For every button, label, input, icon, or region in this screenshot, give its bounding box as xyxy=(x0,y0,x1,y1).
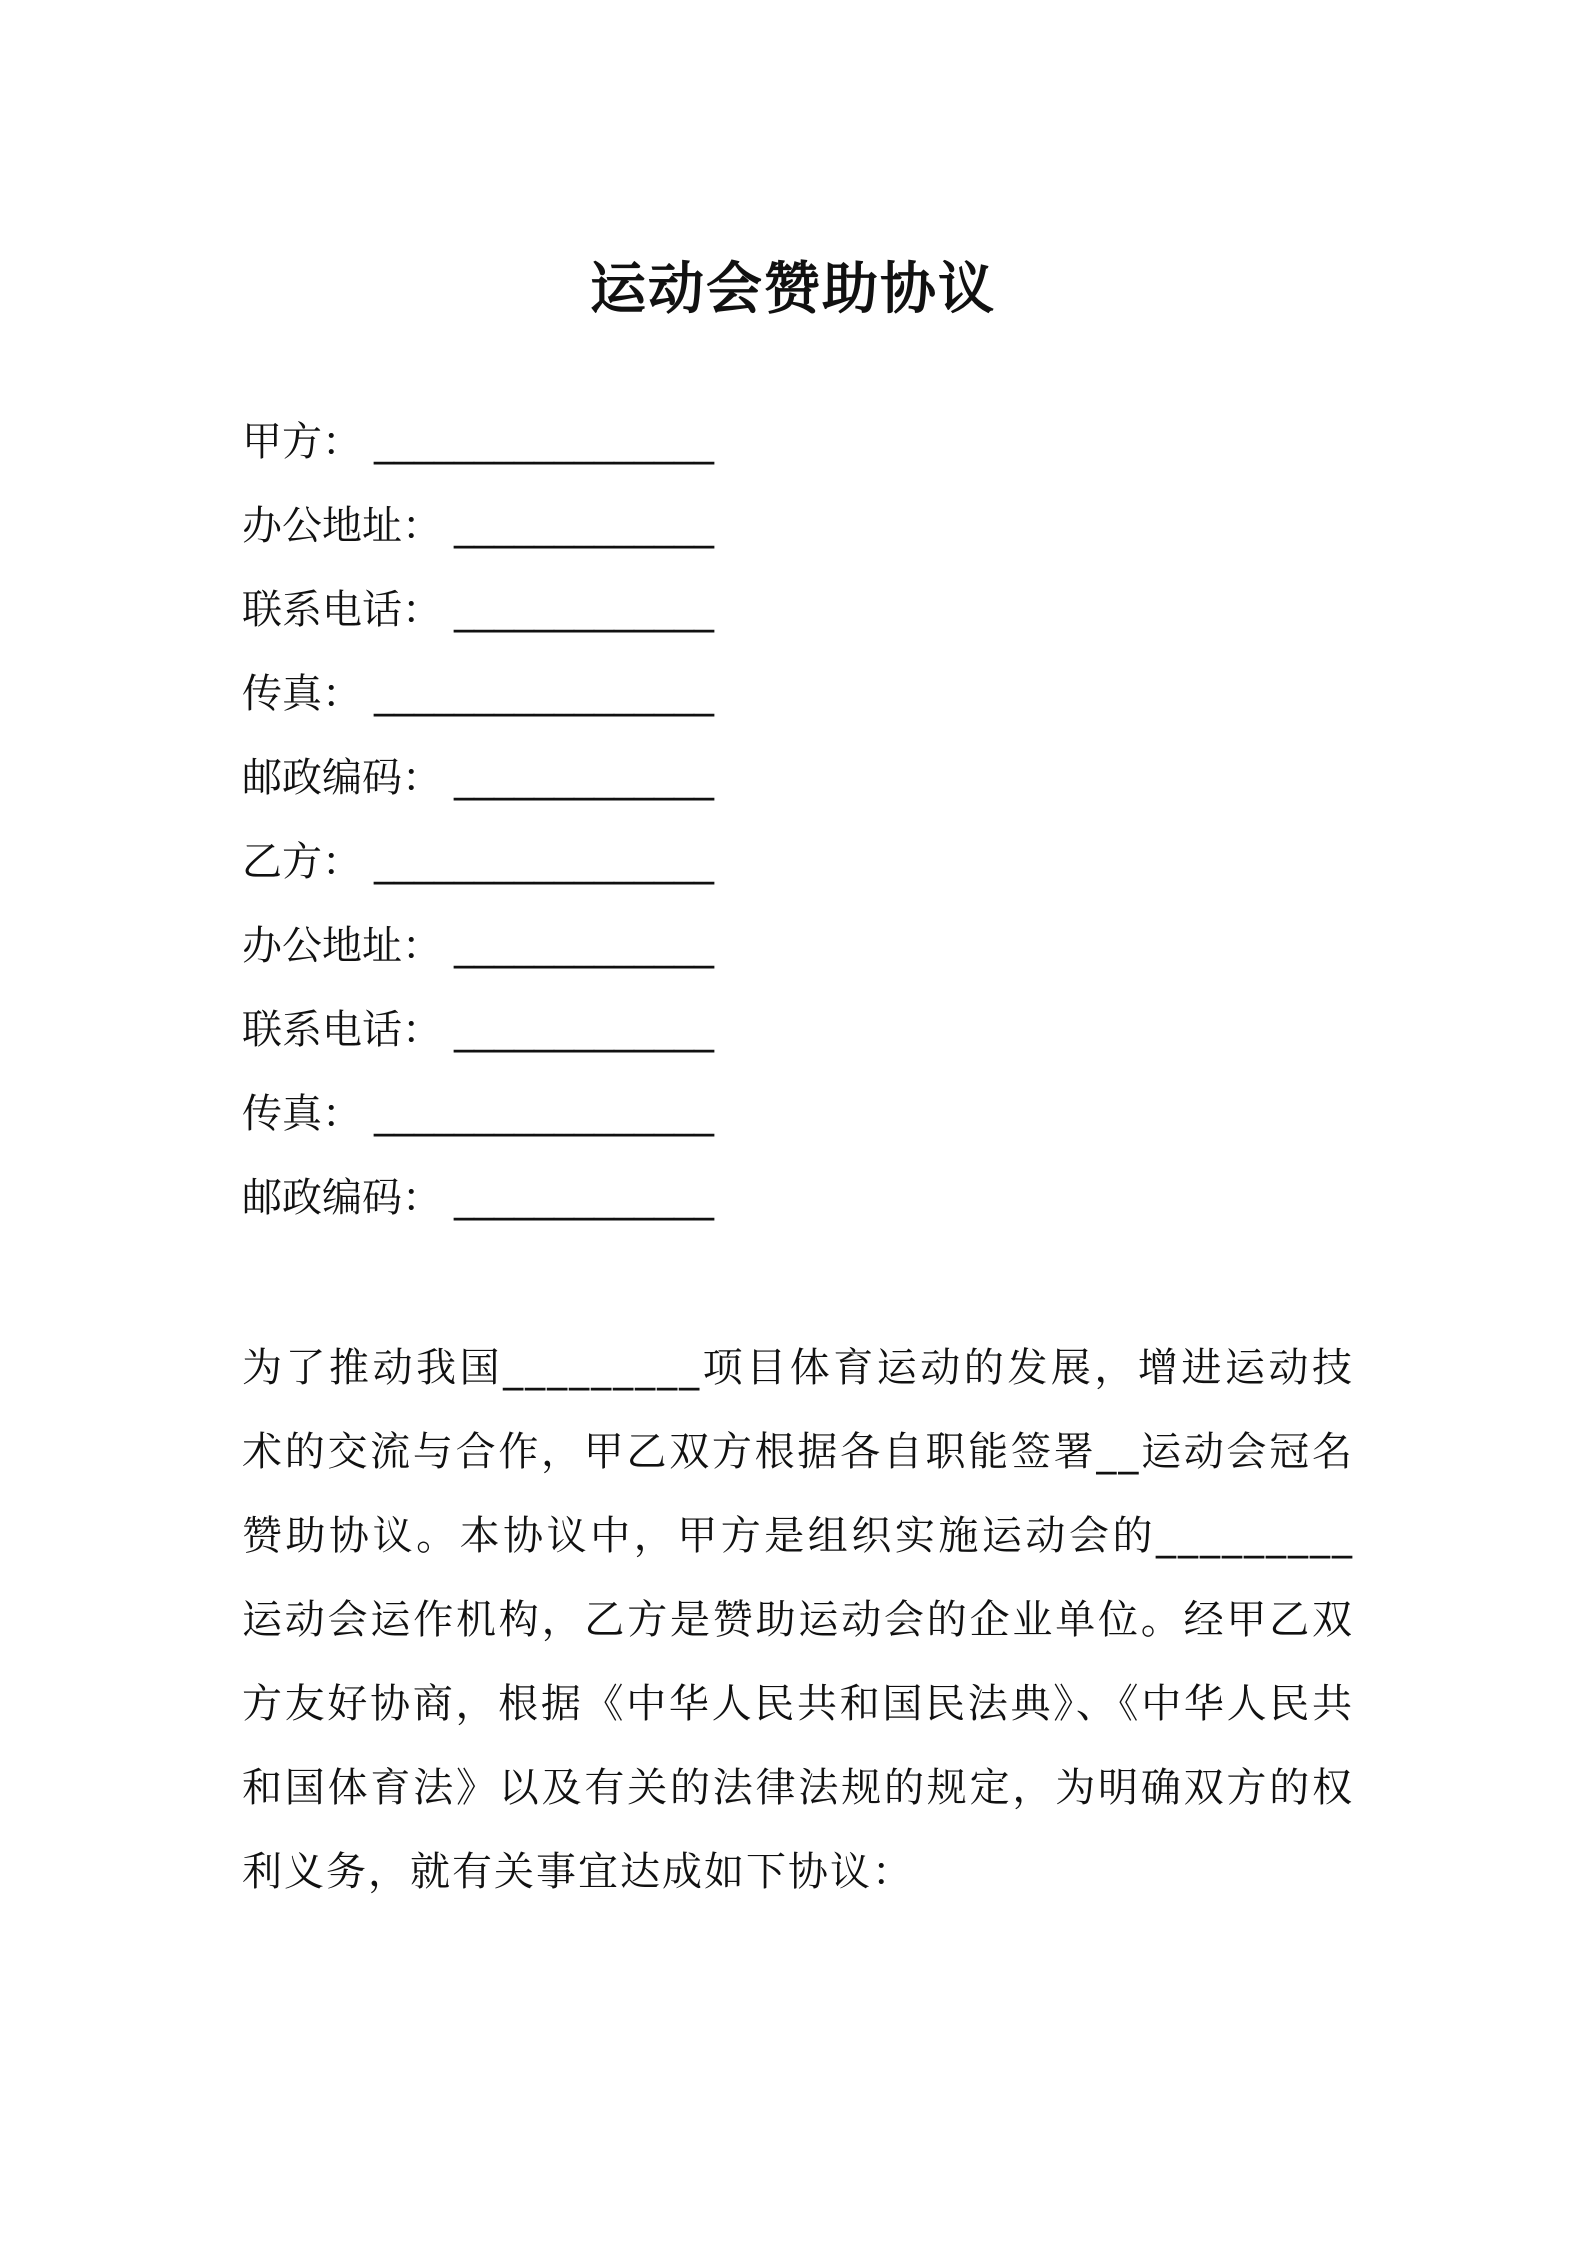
field-label: 邮政编码： xyxy=(242,755,442,801)
party-a-postcode-field xyxy=(242,746,714,830)
party-b-fax-field xyxy=(242,1082,714,1166)
field-label: 甲方： xyxy=(242,419,362,465)
field-label: 联系电话： xyxy=(242,587,442,633)
party-b-postcode-field xyxy=(242,1166,714,1250)
intro-paragraph: 为了推动我国_________项目体育运动的发展，增进运动技术的交流与合作，甲乙双方根据各自职能签署__运动会冠名赞助协议。本协议中，甲方是组织实施运动会的_________运动会运作机构，乙方是赞助运动会的企业单位。经甲乙双方友好协商，根据《中华人民共和国民法典》、《中华人民共和国体育法》以及有关的法律法规的规定，为明确双方的权利义务，就有关事宜达成如下协议： xyxy=(242,1345,1354,1895)
party-b-phone-field xyxy=(242,998,714,1082)
fill-in-blank: _____________ xyxy=(454,587,714,633)
fill-in-blank: _____________ xyxy=(454,923,714,969)
field-label: 传真： xyxy=(242,671,362,717)
field-label: 办公地址： xyxy=(242,923,442,969)
party-a-phone-field xyxy=(242,578,714,662)
field-label: 联系电话： xyxy=(242,1007,442,1053)
fill-in-blank: _____________ xyxy=(454,755,714,801)
party-info-list xyxy=(242,410,714,1250)
party-a-address-field xyxy=(242,494,714,578)
field-label: 乙方： xyxy=(242,839,362,885)
fill-in-blank: _________________ xyxy=(374,671,714,717)
fill-in-blank: _____________ xyxy=(454,1007,714,1053)
document-title: 运动会赞助协议 xyxy=(590,257,996,322)
fill-in-blank: _________________ xyxy=(374,839,714,885)
fill-in-blank: _________________ xyxy=(374,1091,714,1137)
field-label: 传真： xyxy=(242,1091,362,1137)
party-b-address-field xyxy=(242,914,714,998)
fill-in-blank: _____________ xyxy=(454,503,714,549)
party-b-name-field xyxy=(242,830,714,914)
field-label: 办公地址： xyxy=(242,503,442,549)
fill-in-blank: _________________ xyxy=(374,419,714,465)
party-a-fax-field xyxy=(242,662,714,746)
field-label: 邮政编码： xyxy=(242,1175,442,1221)
fill-in-blank: _____________ xyxy=(454,1175,714,1221)
party-a-name-field xyxy=(242,410,714,494)
